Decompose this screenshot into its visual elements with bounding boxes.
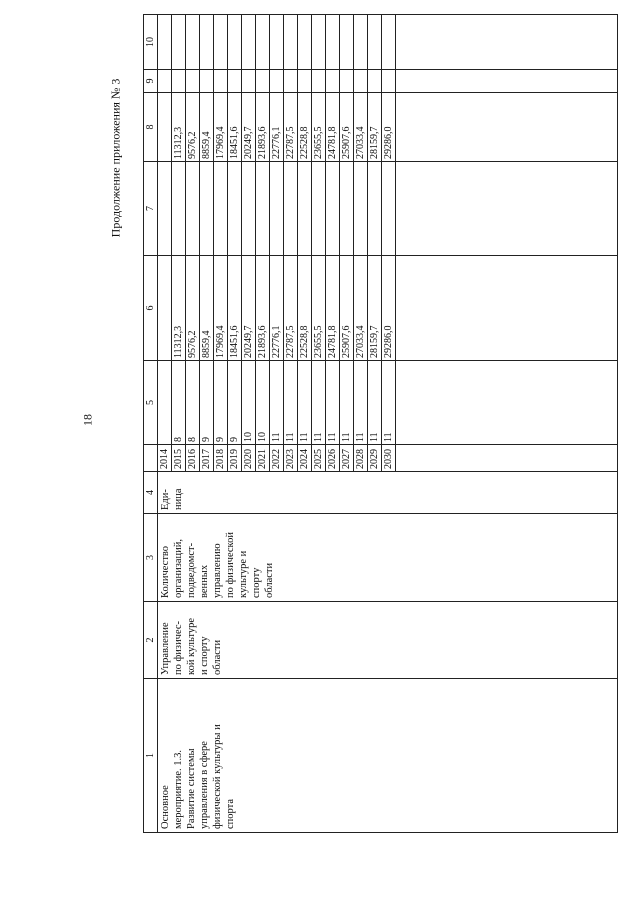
list-item bbox=[158, 70, 172, 92]
list-item bbox=[312, 162, 326, 255]
cell-years bbox=[158, 445, 618, 472]
list-item bbox=[256, 15, 270, 69]
list-item: 10 bbox=[256, 361, 270, 444]
list-item bbox=[368, 70, 382, 92]
list-item: 22776,1 bbox=[270, 256, 284, 360]
list-item bbox=[340, 70, 354, 92]
list-item: 2014 bbox=[158, 445, 172, 471]
cell-unit: Еди- ница bbox=[158, 472, 618, 514]
list-item: 8 bbox=[186, 361, 200, 444]
list-item bbox=[158, 93, 172, 161]
list-item: 22776,1 bbox=[270, 93, 284, 161]
list-item bbox=[228, 70, 242, 92]
cell-activity-name: Основное мероприятие. 1.3. Развитие системы управления в сфере физической культуры и спорта bbox=[158, 679, 618, 833]
list-item: 24781,8 bbox=[326, 256, 340, 360]
list-item: 2016 bbox=[186, 445, 200, 471]
list-item: 11 bbox=[368, 361, 382, 444]
list-item: 11 bbox=[298, 361, 312, 444]
list-item: 27033,4 bbox=[354, 256, 368, 360]
list-item bbox=[382, 15, 396, 69]
list-item: 2021 bbox=[256, 445, 270, 471]
list-item bbox=[326, 15, 340, 69]
list-item bbox=[228, 162, 242, 255]
page-number: 18 bbox=[80, 414, 95, 426]
list-item: 11 bbox=[284, 361, 298, 444]
list-item bbox=[186, 15, 200, 69]
list-item: 18451,6 bbox=[228, 93, 242, 161]
list-item: 20249,7 bbox=[242, 256, 256, 360]
list-item bbox=[200, 15, 214, 69]
list-item bbox=[158, 15, 172, 69]
cell-col6 bbox=[158, 256, 618, 361]
list-item: 20249,7 bbox=[242, 93, 256, 161]
data-table bbox=[143, 14, 618, 833]
list-item: 27033,4 bbox=[354, 93, 368, 161]
list-item: 21893,6 bbox=[256, 93, 270, 161]
list-item bbox=[200, 70, 214, 92]
list-item: 2015 bbox=[172, 445, 186, 471]
list-item: 25907,6 bbox=[340, 256, 354, 360]
list-item bbox=[214, 70, 228, 92]
list-item: 25907,6 bbox=[340, 93, 354, 161]
list-item: 8 bbox=[172, 361, 186, 444]
list-item bbox=[242, 15, 256, 69]
list-item bbox=[326, 70, 340, 92]
list-item bbox=[214, 162, 228, 255]
cell-col9 bbox=[158, 70, 618, 93]
list-item: 9576,2 bbox=[186, 256, 200, 360]
list-item: 11 bbox=[354, 361, 368, 444]
list-item: 11312,3 bbox=[172, 93, 186, 161]
list-item bbox=[256, 162, 270, 255]
list-item bbox=[340, 15, 354, 69]
header-col-4: 4 bbox=[144, 472, 158, 514]
header-col-8: 8 bbox=[144, 93, 158, 162]
list-item bbox=[312, 15, 326, 69]
list-item: 2019 bbox=[228, 445, 242, 471]
list-item bbox=[270, 70, 284, 92]
list-item bbox=[158, 162, 172, 255]
table-container bbox=[143, 15, 618, 833]
appendix-title: Продолжение приложения № 3 bbox=[108, 78, 123, 238]
list-item: 17969,4 bbox=[214, 93, 228, 161]
list-item: 21893,6 bbox=[256, 256, 270, 360]
list-item: 2023 bbox=[284, 445, 298, 471]
list-item: 2024 bbox=[298, 445, 312, 471]
list-item: 29286,0 bbox=[382, 93, 396, 161]
list-item: 10 bbox=[242, 361, 256, 444]
list-item: 2027 bbox=[340, 445, 354, 471]
list-item bbox=[158, 256, 172, 360]
list-item bbox=[270, 15, 284, 69]
header-years bbox=[144, 445, 158, 472]
list-item bbox=[186, 162, 200, 255]
list-item: 28159,7 bbox=[368, 93, 382, 161]
list-item bbox=[284, 70, 298, 92]
list-item bbox=[368, 162, 382, 255]
list-item bbox=[186, 70, 200, 92]
list-item: 22528,8 bbox=[298, 256, 312, 360]
list-item bbox=[326, 162, 340, 255]
list-item: 9 bbox=[228, 361, 242, 444]
list-item bbox=[256, 70, 270, 92]
list-item: 22787,5 bbox=[284, 93, 298, 161]
list-item bbox=[200, 162, 214, 255]
list-item: 9 bbox=[200, 361, 214, 444]
list-item: 8859,4 bbox=[200, 93, 214, 161]
list-item bbox=[242, 70, 256, 92]
header-col-7: 7 bbox=[144, 162, 158, 256]
list-item bbox=[284, 162, 298, 255]
list-item: 28159,7 bbox=[368, 256, 382, 360]
list-item bbox=[214, 15, 228, 69]
header-row bbox=[144, 15, 158, 833]
list-item bbox=[354, 70, 368, 92]
cell-col8 bbox=[158, 93, 618, 162]
header-col-9: 9 bbox=[144, 70, 158, 93]
list-item: 23655,5 bbox=[312, 256, 326, 360]
list-item: 11 bbox=[270, 361, 284, 444]
list-item bbox=[172, 70, 186, 92]
list-item: 22528,8 bbox=[298, 93, 312, 161]
cell-indicator: Количество организаций, подведомст- венных управлению по физической культуре и спорту области bbox=[158, 514, 618, 602]
list-item bbox=[172, 162, 186, 255]
cell-executor: Управление по физичес- кой культуре и спорту области bbox=[158, 602, 618, 679]
list-item: 11 bbox=[326, 361, 340, 444]
list-item bbox=[382, 162, 396, 255]
list-item bbox=[368, 15, 382, 69]
list-item: 11 bbox=[340, 361, 354, 444]
list-item: 29286,0 bbox=[382, 256, 396, 360]
list-item bbox=[354, 15, 368, 69]
cell-col7 bbox=[158, 162, 618, 256]
list-item: 2022 bbox=[270, 445, 284, 471]
list-item: 9 bbox=[214, 361, 228, 444]
list-item bbox=[158, 361, 172, 444]
list-item: 2028 bbox=[354, 445, 368, 471]
list-item bbox=[172, 15, 186, 69]
list-item bbox=[312, 70, 326, 92]
list-item: 24781,8 bbox=[326, 93, 340, 161]
header-col-6: 6 bbox=[144, 256, 158, 361]
list-item: 2029 bbox=[368, 445, 382, 471]
list-item: 17969,4 bbox=[214, 256, 228, 360]
list-item bbox=[382, 70, 396, 92]
list-item: 2025 bbox=[312, 445, 326, 471]
list-item: 2026 bbox=[326, 445, 340, 471]
header-col-2: 2 bbox=[144, 602, 158, 679]
list-item bbox=[270, 162, 284, 255]
list-item: 18451,6 bbox=[228, 256, 242, 360]
list-item: 11 bbox=[312, 361, 326, 444]
list-item: 22787,5 bbox=[284, 256, 298, 360]
list-item bbox=[354, 162, 368, 255]
list-item bbox=[242, 162, 256, 255]
cell-col5 bbox=[158, 361, 618, 445]
header-col-10: 10 bbox=[144, 15, 158, 70]
list-item bbox=[228, 15, 242, 69]
cell-col10 bbox=[158, 15, 618, 70]
list-item: 23655,5 bbox=[312, 93, 326, 161]
list-item: 8859,4 bbox=[200, 256, 214, 360]
list-item: 11312,3 bbox=[172, 256, 186, 360]
list-item bbox=[298, 162, 312, 255]
list-item bbox=[340, 162, 354, 255]
header-col-5: 5 bbox=[144, 361, 158, 445]
list-item: 2020 bbox=[242, 445, 256, 471]
table-row bbox=[158, 15, 618, 833]
list-item: 9576,2 bbox=[186, 93, 200, 161]
list-item: 2017 bbox=[200, 445, 214, 471]
list-item: 11 bbox=[382, 361, 396, 444]
header-col-3: 3 bbox=[144, 514, 158, 602]
list-item: 2018 bbox=[214, 445, 228, 471]
header-col-1: 1 bbox=[144, 679, 158, 833]
list-item: 2030 bbox=[382, 445, 396, 471]
list-item bbox=[298, 70, 312, 92]
list-item bbox=[298, 15, 312, 69]
list-item bbox=[284, 15, 298, 69]
